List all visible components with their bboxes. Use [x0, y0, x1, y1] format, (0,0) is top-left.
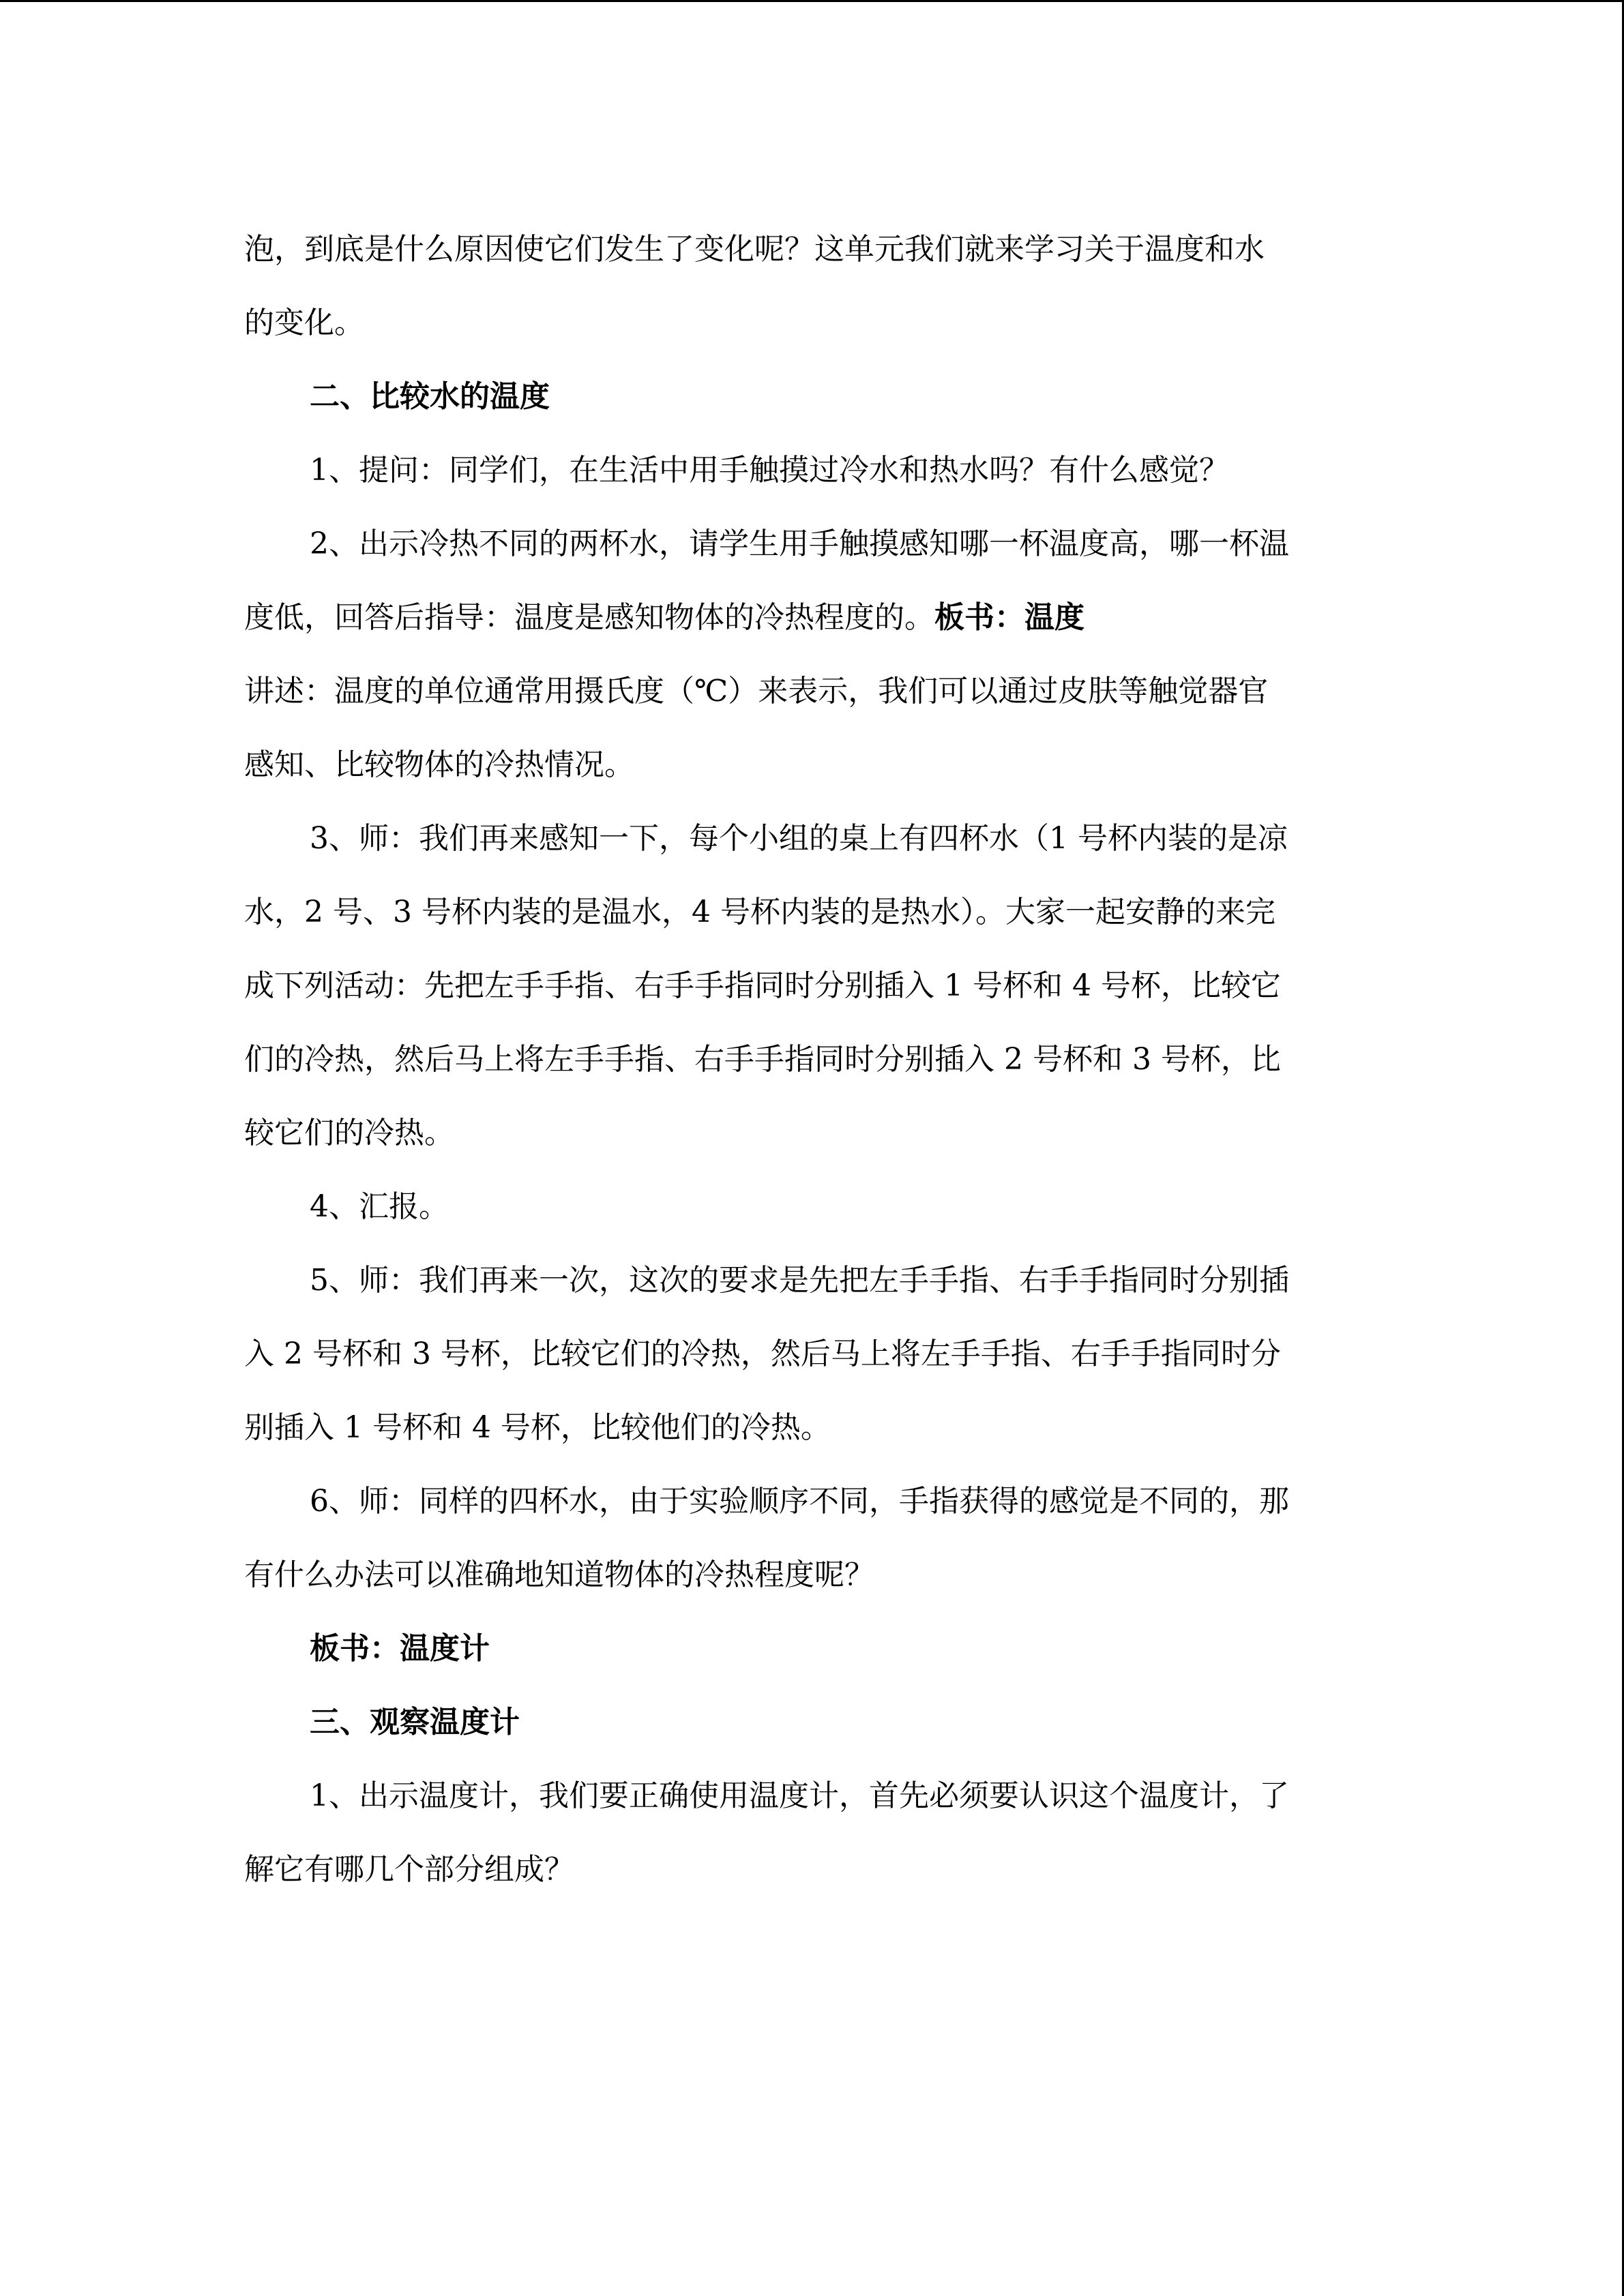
- section-heading: 三、观察温度计: [310, 1705, 520, 1740]
- paragraph-text: 度低，回答后指导：温度是感知物体的冷热程度的。: [244, 600, 934, 635]
- paragraph-line: 2、出示冷热不同的两杯水，请学生用手触摸感知哪一杯温度高，哪一杯温: [310, 526, 1289, 561]
- paragraph-line: 成下列活动：先把左手手指、右手手指同时分别插入 1 号杯和 4 号杯，比较它: [244, 968, 1281, 1003]
- paragraph-line: 6、师：同样的四杯水，由于实验顺序不同，手指获得的感觉是不同的，那: [310, 1484, 1289, 1519]
- board-note: 板书：温度计: [310, 1631, 490, 1666]
- paragraph-line: 1、出示温度计，我们要正确使用温度计，首先必须要认识这个温度计，了: [310, 1778, 1289, 1813]
- page-border-top: [0, 0, 1624, 2]
- paragraph-line: 4、汇报。: [310, 1189, 449, 1224]
- paragraph-line: 泡，到底是什么原因使它们发生了变化呢？这单元我们就来学习关于温度和水: [244, 232, 1265, 267]
- board-note: 板书：温度: [934, 600, 1084, 635]
- paragraph-line: 较它们的冷热。: [244, 1116, 454, 1150]
- paragraph-line: 的变化。: [244, 305, 364, 340]
- paragraph-line: 入 2 号杯和 3 号杯，比较它们的冷热，然后马上将左手手指、右手手指同时分: [244, 1337, 1281, 1371]
- paragraph-line: [244, 597, 1084, 638]
- paragraph-line: 们的冷热，然后马上将左手手指、右手手指同时分别插入 2 号杯和 3 号杯，比: [244, 1042, 1281, 1077]
- section-heading: 二、比较水的温度: [310, 379, 550, 414]
- paragraph-line: 1、提问：同学们，在生活中用手触摸过冷水和热水吗？有什么感觉？: [310, 453, 1229, 488]
- paragraph-line: 水，2 号、3 号杯内装的是温水，4 号杯内装的是热水）。大家一起安静的来完: [244, 895, 1275, 929]
- paragraph-line: 别插入 1 号杯和 4 号杯，比较他们的冷热。: [244, 1410, 831, 1445]
- paragraph-line: 讲述：温度的单位通常用摄氏度（℃）来表示，我们可以通过皮肤等触觉器官: [244, 674, 1269, 709]
- paragraph-line: 解它有哪几个部分组成？: [244, 1852, 574, 1887]
- paragraph-line: 5、师：我们再来一次，这次的要求是先把左手手指、右手手指同时分别插: [310, 1263, 1289, 1298]
- paragraph-line: 有什么办法可以准确地知道物体的冷热程度呢？: [244, 1557, 874, 1592]
- paragraph-line: 感知、比较物体的冷热情况。: [244, 747, 634, 782]
- paragraph-line: 3、师：我们再来感知一下，每个小组的桌上有四杯水（1 号杯内装的是凉: [310, 821, 1288, 856]
